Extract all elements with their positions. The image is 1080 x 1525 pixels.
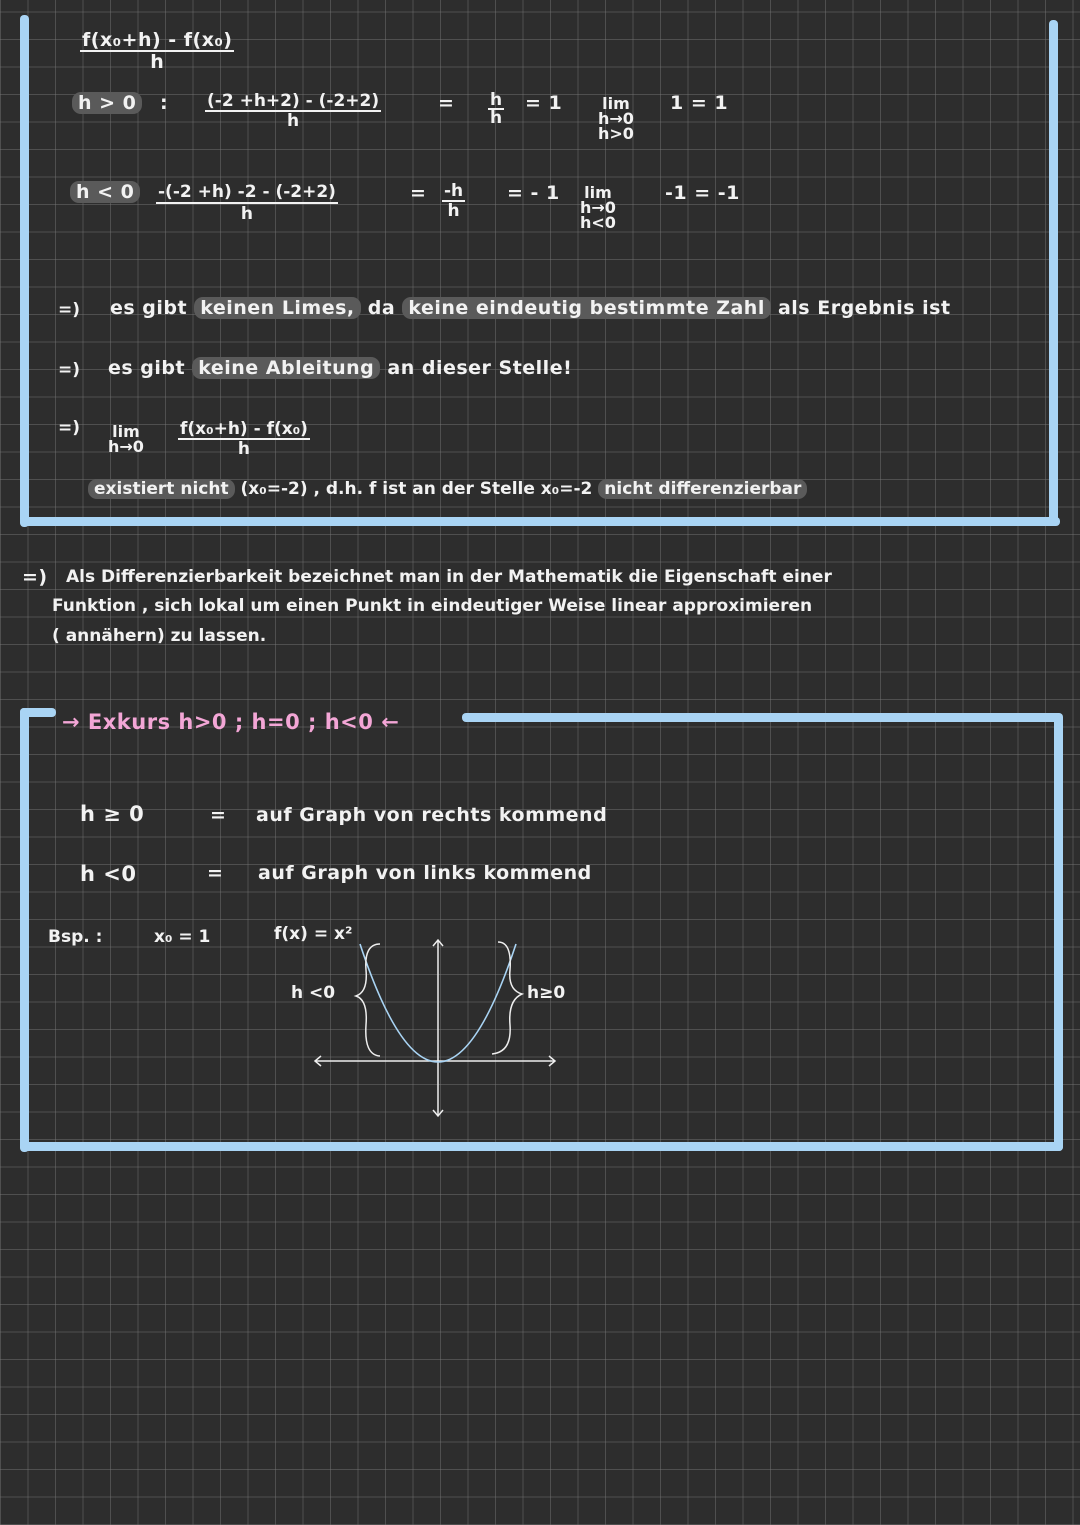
equals: = [410,182,427,204]
left-side-label: h <0 [291,983,336,1003]
limit [108,424,144,454]
example-function: f(x) = x² [274,924,353,944]
h-over-h [488,92,504,126]
example-x0: x₀ = 1 [154,927,211,947]
lim-sub: h→0 [598,109,634,128]
text: es gibt [110,297,188,319]
highlight: keinen Limes, [194,297,360,319]
lim: lim [112,422,140,441]
implies-icon: =) [58,300,81,320]
row-label: h ≥ 0 [80,802,145,826]
denominator: h [287,111,300,131]
equals: = [438,92,455,114]
numerator: f(x₀+h) - f(x₀) [82,29,233,51]
denominator: h [237,439,251,459]
numerator: (-2 +h+2) - (-2+2) [207,91,380,111]
definition-line: Funktion , sich lokal um einen Punkt in eindeutiger Weise linear approximieren [52,596,813,616]
row-label: h <0 [80,862,137,886]
box2-frame-left [20,708,29,1152]
line-no-limit [110,297,951,319]
right-side-label: h≥0 [527,983,566,1003]
box1-frame-left [20,15,29,527]
numerator: f(x₀+h) - f(x₀) [180,419,308,439]
box1-frame-bottom [20,517,1060,526]
axes [315,940,555,1116]
result: = 1 [525,92,563,114]
row-text: auf Graph von links kommend [258,862,592,884]
difference-quotient [80,30,234,72]
text: da [367,297,396,319]
box1-frame-right [1049,20,1058,526]
case-neg-label: h < 0 [70,181,140,203]
colon: : [160,92,169,114]
text: an dieser Stelle! [387,357,573,379]
excursion-title: → Exkurs h>0 ; h=0 ; h<0 ← [62,710,400,734]
numerator: -h [444,181,464,201]
numerator: h [490,90,503,110]
line-not-differentiable [88,479,807,499]
limit-fraction [178,420,310,458]
lim: lim [602,94,630,113]
implies-icon: =) [22,566,48,588]
highlight: keine eindeutig bestimmte Zahl [402,297,771,319]
text: es gibt [108,357,186,379]
box2-frame-bottom [20,1142,1063,1151]
limit-neg [580,185,616,230]
limit-pos [598,96,634,141]
lim-sub: h<0 [580,213,616,232]
definition-line: Als Differenzierbarkeit bezeichnet man in der Mathematik die Eigenschaft einer [66,567,832,587]
conclusion: -1 = -1 [665,182,740,204]
denominator: h [490,108,503,128]
implies-icon: =) [58,418,81,438]
parabola-graph [300,930,570,1130]
right-brace [492,942,522,1054]
row-text: auf Graph von rechts kommend [256,804,608,826]
box2-frame-right [1054,713,1063,1151]
case-pos-fraction [205,92,381,130]
numerator: -(-2 +h) -2 - (-2+2) [158,182,336,202]
highlight: nicht differenzierbar [598,479,807,499]
denominator: h [240,204,254,224]
denominator: h [447,201,460,221]
case-neg-fraction [156,182,338,224]
text: (x₀=-2) , d.h. f ist an der Stelle x₀=-2 [240,479,593,499]
lim-sub: h→0 [108,437,144,456]
result: = - 1 [507,182,560,204]
implies-icon: =) [58,360,81,380]
minus-h-over-h [442,182,465,220]
box2-frame-top-right [462,713,1062,722]
line-no-derivative [108,357,572,379]
highlight: keine Ableitung [192,357,380,379]
equals: = [207,862,224,884]
lim-sub: h→0 [580,198,616,217]
denominator: h [150,51,165,73]
lim: lim [584,183,612,202]
lim-sub: h>0 [598,124,634,143]
definition-line: ( annähern) zu lassen. [52,626,267,646]
text: als Ergebnis ist [777,297,951,319]
conclusion: 1 = 1 [670,92,729,114]
left-brace [356,944,380,1056]
case-pos-label: h > 0 [72,92,142,114]
example-label: Bsp. : [48,927,103,947]
equals: = [210,804,227,826]
highlight: existiert nicht [88,479,235,499]
